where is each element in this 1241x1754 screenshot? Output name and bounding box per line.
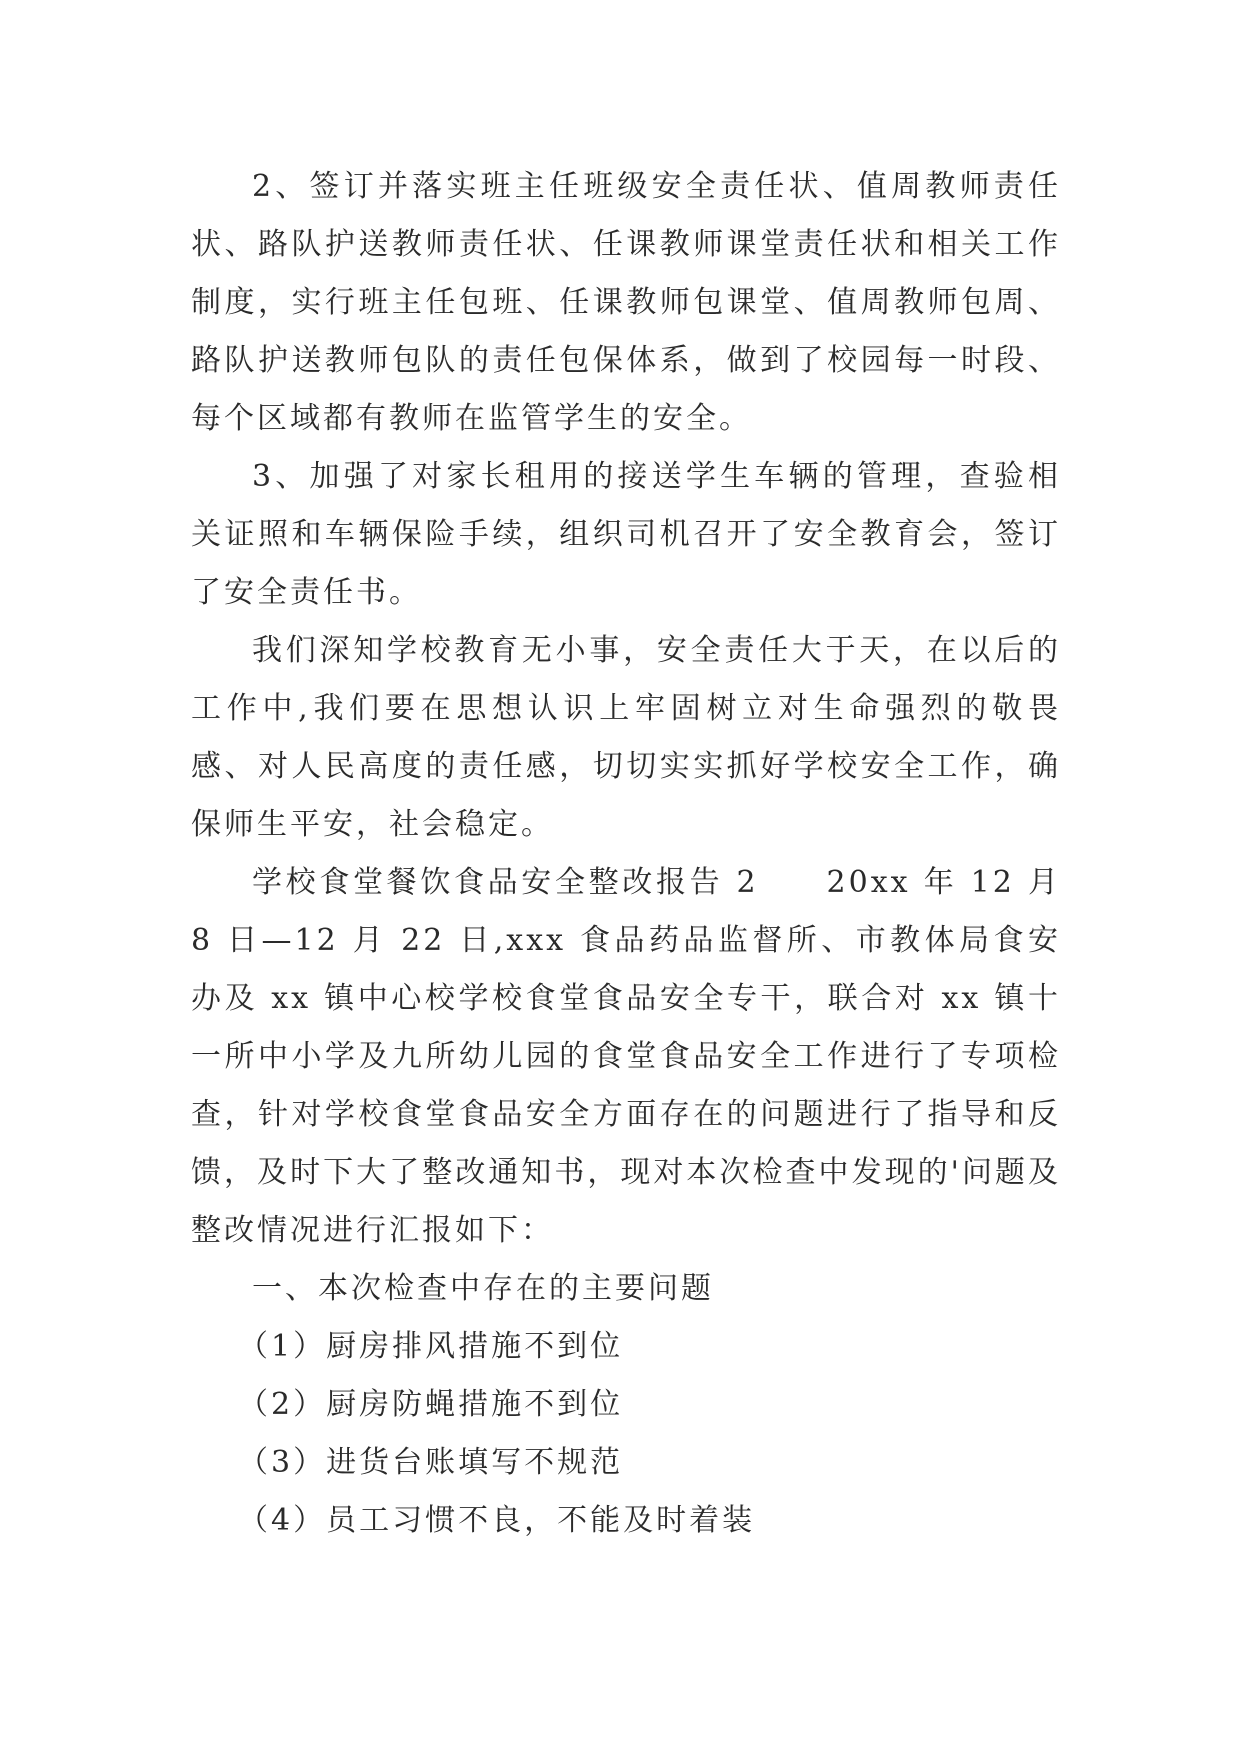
problem-item-purchase-ledger: （3）进货台账填写不规范 [238,1445,624,1480]
problem-item-ventilation: （1）厨房排风措施不到位 [238,1329,624,1364]
paragraph-safety-commitment: 我们深知学校教育无小事，安全责任大于天，在以后的工作中,我们要在思想认识上牢固树立对生命强烈的敬畏感、对人民高度的责任感，切切实实抓好学校安全工作，确保师生平安，社会稳定。 [191,633,1061,842]
paragraph-vehicle-management: 3、加强了对家长租用的接送学生车辆的管理，查验相关证照和车辆保险手续，组织司机召开了安全教育会，签订了安全责任书。 [191,459,1061,610]
problem-item-fly-prevention: （2）厨房防蝇措施不到位 [238,1387,624,1422]
paragraph-responsibility-contracts: 2、签订并落实班主任班级安全责任状、值周教师责任状、路队护送教师责任状、任课教师课堂责任状和相关工作制度，实行班主任包班、任课教师包课堂、值周教师包周、路队护送教师包队的责任包保体系，做到了校园每一时段、每个区域都有教师在监管学生的安全。 [191,169,1061,436]
document-body [191,158,1061,1550]
paragraph-canteen-report-intro: 学校食堂餐饮食品安全整改报告 2 20xx 年 12 月 8 日—12 月 22 日,xxx 食品药品监督所、市教体局食安办及 xx 镇中心校学校食堂食品安全专干，联合对 xx 镇十一所中小学及九所幼儿园的食堂食品安全工作进行了专项检查，针对学校食堂食品安全方面存在的问题进行了指导和反馈，及时下大了整改通知书，现对本次检查中发现的'问题及整改情况进行汇报如下： [191,865,1061,1248]
problem-item-staff-habits: （4）员工习惯不良，不能及时着装 [238,1503,756,1538]
section-heading-main-problems: 一、本次检查中存在的主要问题 [252,1271,714,1306]
